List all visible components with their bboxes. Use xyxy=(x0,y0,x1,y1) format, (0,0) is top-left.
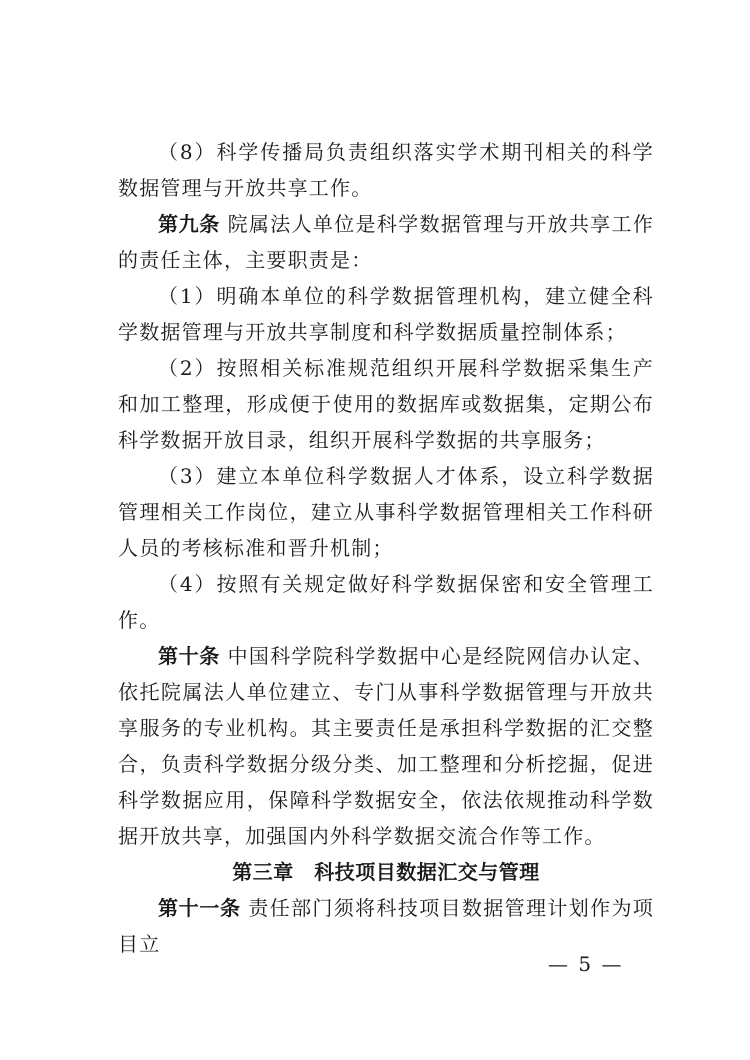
article-9-item-2: （2）按照相关标准规范组织开展科学数据采集生产和加工整理，形成便于使用的数据库或数据集，定期公布科学数据开放目录，组织开展科学数据的共享服务； xyxy=(118,356,654,452)
item-8-paragraph: （8）科学传播局负责组织落实学术期刊相关的科学数据管理与开放共享工作。 xyxy=(118,140,654,200)
article-9-item-4: （4）按照有关规定做好科学数据保密和安全管理工作。 xyxy=(118,572,654,632)
page-number: — 5 — xyxy=(548,952,624,976)
article-9-item-1: （1）明确本单位的科学数据管理机构，建立健全科学数据管理与开放共享制度和科学数据质量控制体系； xyxy=(118,284,654,344)
article-10-paragraph xyxy=(118,638,654,854)
article-11-label: 第十一条 xyxy=(158,896,241,920)
chapter-3-heading: 第三章 科技项目数据汇交与管理 xyxy=(232,860,540,884)
article-9-text: 院属法人单位是科学数据管理与开放共享工作的责任主体，主要职责是： xyxy=(118,212,655,272)
article-10-label: 第十条 xyxy=(158,644,220,668)
document-body xyxy=(118,134,654,962)
article-11-text: 责任部门须将科技项目数据管理计划作为项目立 xyxy=(118,896,655,956)
article-10-text: 中国科学院科学数据中心是经院网信办认定、依托院属法人单位建立、专门从事科学数据管理与开放共享服务的专业机构。其主要责任是承担科学数据的汇交整合，负责科学数据分级分类、加工整理和分析挖掘，促进科学数据应用，保障科学数据安全，依法依规推动科学数据开放共享，加强国内外科学数据交流合作等工作。 xyxy=(118,644,655,848)
article-9-label: 第九条 xyxy=(158,212,220,236)
article-9-item-3: （3）建立本单位科学数据人才体系，设立科学数据管理相关工作岗位，建立从事科学数据管理相关工作科研人员的考核标准和晋升机制； xyxy=(118,464,654,560)
article-9-paragraph xyxy=(118,206,654,278)
